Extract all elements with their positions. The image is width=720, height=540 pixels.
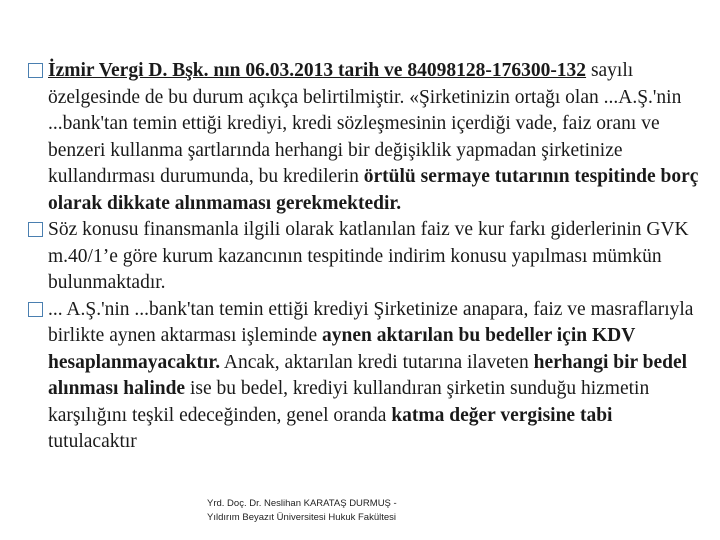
paragraph-text: sayılı özelgesinde de bu durum açıkça belirtilmiştir. «Şirketinizin ortağı olan ...A.Ş.'nin ...bank'tan temin ettiği krediyi, kredi sözleşmesinin içerdiği vade, faiz oranı ve benzeri kullanma şartlarında herhangi bir değişiklik yapmadan şirketinize kullandırması durumunda, bu kredilerin xyxy=(48,60,682,187)
square-bullet-icon xyxy=(28,302,43,317)
paragraph-text: Ancak, aktarılan kredi tutarına ilaveten xyxy=(220,351,534,373)
paragraph-bold-text: herhangi bir bedel alınması halinde xyxy=(48,351,688,399)
paragraph-text: ise bu bedel, krediyi kullandıran şirketin sunduğu hizmetin karşılığını teşkil edeceğinden, genel oranda xyxy=(48,378,650,426)
paragraph-2 xyxy=(26,217,706,297)
paragraph-3 xyxy=(26,297,706,456)
footer-institution: Yıldırım Beyazıt Üniversitesi Hukuk Fakültesi xyxy=(207,512,397,523)
author-footer xyxy=(207,497,397,525)
footer-author: Yrd. Doç. Dr. Neslihan KARATAŞ DURMUŞ - xyxy=(207,498,397,509)
paragraph-text: Söz konusu finansmanla ilgili olarak katlanılan faiz ve kur farkı giderlerinin GVK m.40/1’e göre kurum kazancının tespitinde indirim konusu yapılması mümkün bulunmaktadır. xyxy=(48,219,689,293)
slide-body xyxy=(26,58,706,456)
paragraph-bold-text: örtülü sermaye tutarının tespitinde borç olarak dikkate alınmaması gerekmektedir. xyxy=(48,166,699,214)
ruling-reference: İzmir Vergi D. Bşk. nın 06.03.2013 tarih ve 84098128-176300-132 xyxy=(48,60,587,81)
paragraph-bold-text: katma değer vergisine tabi xyxy=(391,404,613,426)
square-bullet-icon xyxy=(28,222,43,237)
paragraph-bold-text: aynen aktarılan bu bedeller için KDV hesaplanmayacaktır. xyxy=(48,325,635,373)
paragraph-text: tutulacaktır xyxy=(48,431,137,452)
paragraph-text: ... A.Ş.'nin ...bank'tan temin ettiği krediyi Şirketinize anapara, faiz ve masraflarıyla birlikte aynen aktarması işleminde xyxy=(48,298,694,346)
paragraph-1 xyxy=(26,58,706,217)
square-bullet-icon xyxy=(28,63,43,78)
